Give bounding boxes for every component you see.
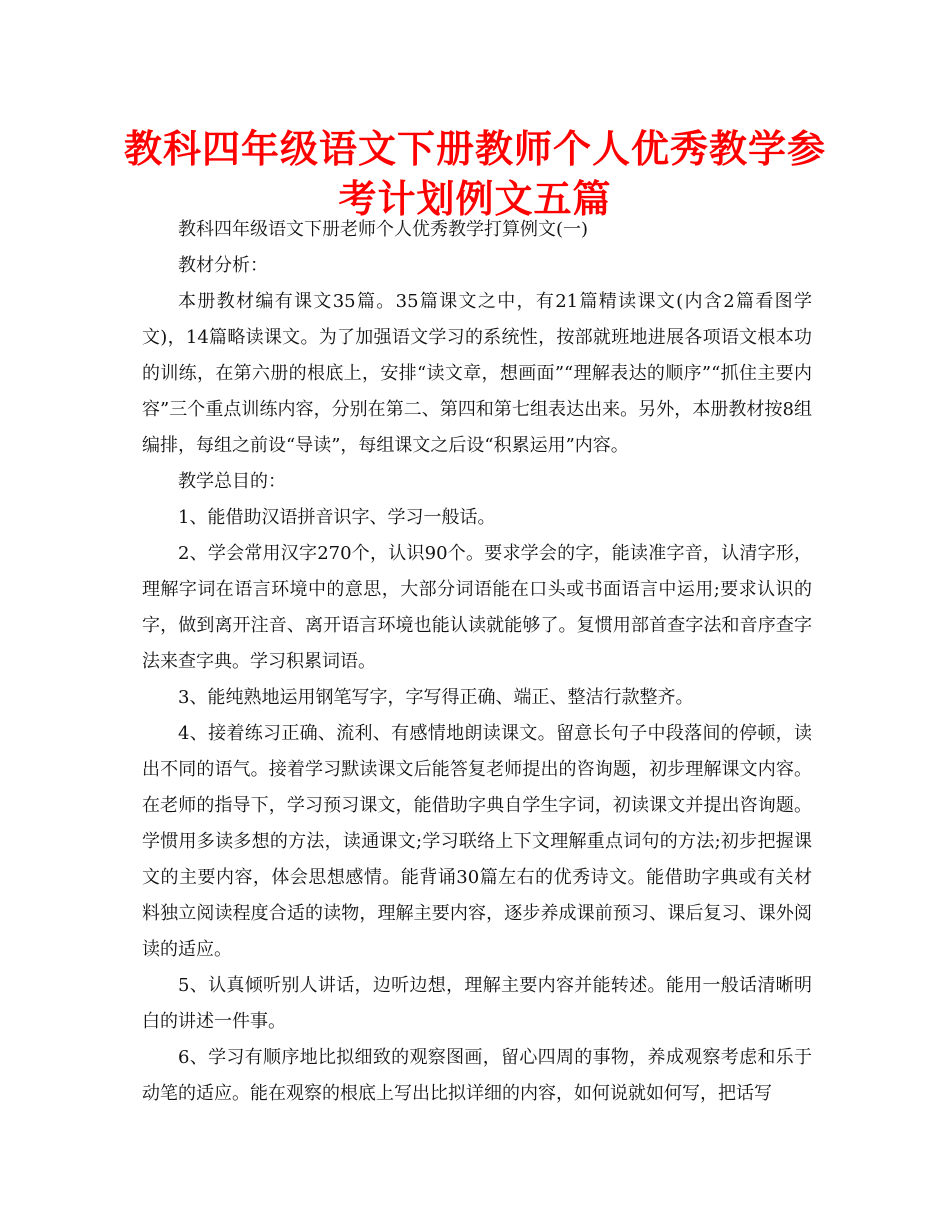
goal-item-5: 5、认真倾听别人讲话，边听边想，理解主要内容并能转述。能用一般话清晰明白的讲述一件事。: [142, 975, 812, 1032]
goal-item-3: 3、能纯熟地运用钢笔写字，字写得正确、端正、整洁行款整齐。: [178, 687, 694, 708]
section-heading-textbook-analysis: 教材分析：: [178, 255, 268, 276]
goal-item-1: 1、能借助汉语拼音识字、学习一般话。: [178, 507, 496, 528]
paragraph-textbook-analysis: 本册教材编有课文35篇。35篇课文之中，有21篇精读课文(内含2篇看图学文)，14篇略读课文。为了加强语文学习的系统性，按部就班地进展各项语文根本功的训练，在第六册的根底上，安排“读文章，想画面”“理解表达的顺序”“抓住主要内容”三个重点训练内容，分别在第二、第四和第七组表达出来。另外，本册教材按8组编排，每组之前设“导读”，每组课文之后设“积累运用”内容。: [142, 291, 812, 456]
goal-item-2: 2、学会常用汉字270个，认识90个。要求学会的字，能读准字音，认清字形，理解字词在语言环境中的意思，大部分词语能在口头或书面语言中运用;要求认识的字，做到离开注音、离开语言环境也能认读就能够了。复惯用部首查字法和音序查字法来查字典。学习积累词语。: [142, 543, 812, 672]
section-heading-teaching-goals: 教学总目的：: [178, 471, 286, 492]
goal-item-6: 6、学习有顺序地比拟细致的观察图画，留心四周的事物，养成观察考虑和乐于动笔的适应。能在观察的根底上写出比拟详细的内容，如何说就如何写，把话写: [142, 1047, 812, 1104]
subtitle-paragraph: 教科四年级语文下册老师个人优秀教学打算例文(一): [178, 219, 589, 240]
document-title: 教科四年级语文下册教师个人优秀教学参考计划例文五篇: [123, 127, 826, 221]
goal-item-4: 4、接着练习正确、流利、有感情地朗读课文。留意长句子中段落间的停顿，读出不同的语气。接着学习默读课文后能答复老师提出的咨询题，初步理解课文内容。在老师的指导下，学习预习课文，能借助字典自学生字词，初读课文并提出咨询题。学惯用多读多想的方法，读通课文;学习联络上下文理解重点词句的方法;初步把握课文的主要内容，体会思想感情。能背诵30篇左右的优秀诗文。能借助字典或有关材料独立阅读程度合适的读物，理解主要内容，逐步养成课前预习、课后复习、课外阅读的适应。: [142, 723, 812, 960]
document-body: [142, 212, 812, 1112]
